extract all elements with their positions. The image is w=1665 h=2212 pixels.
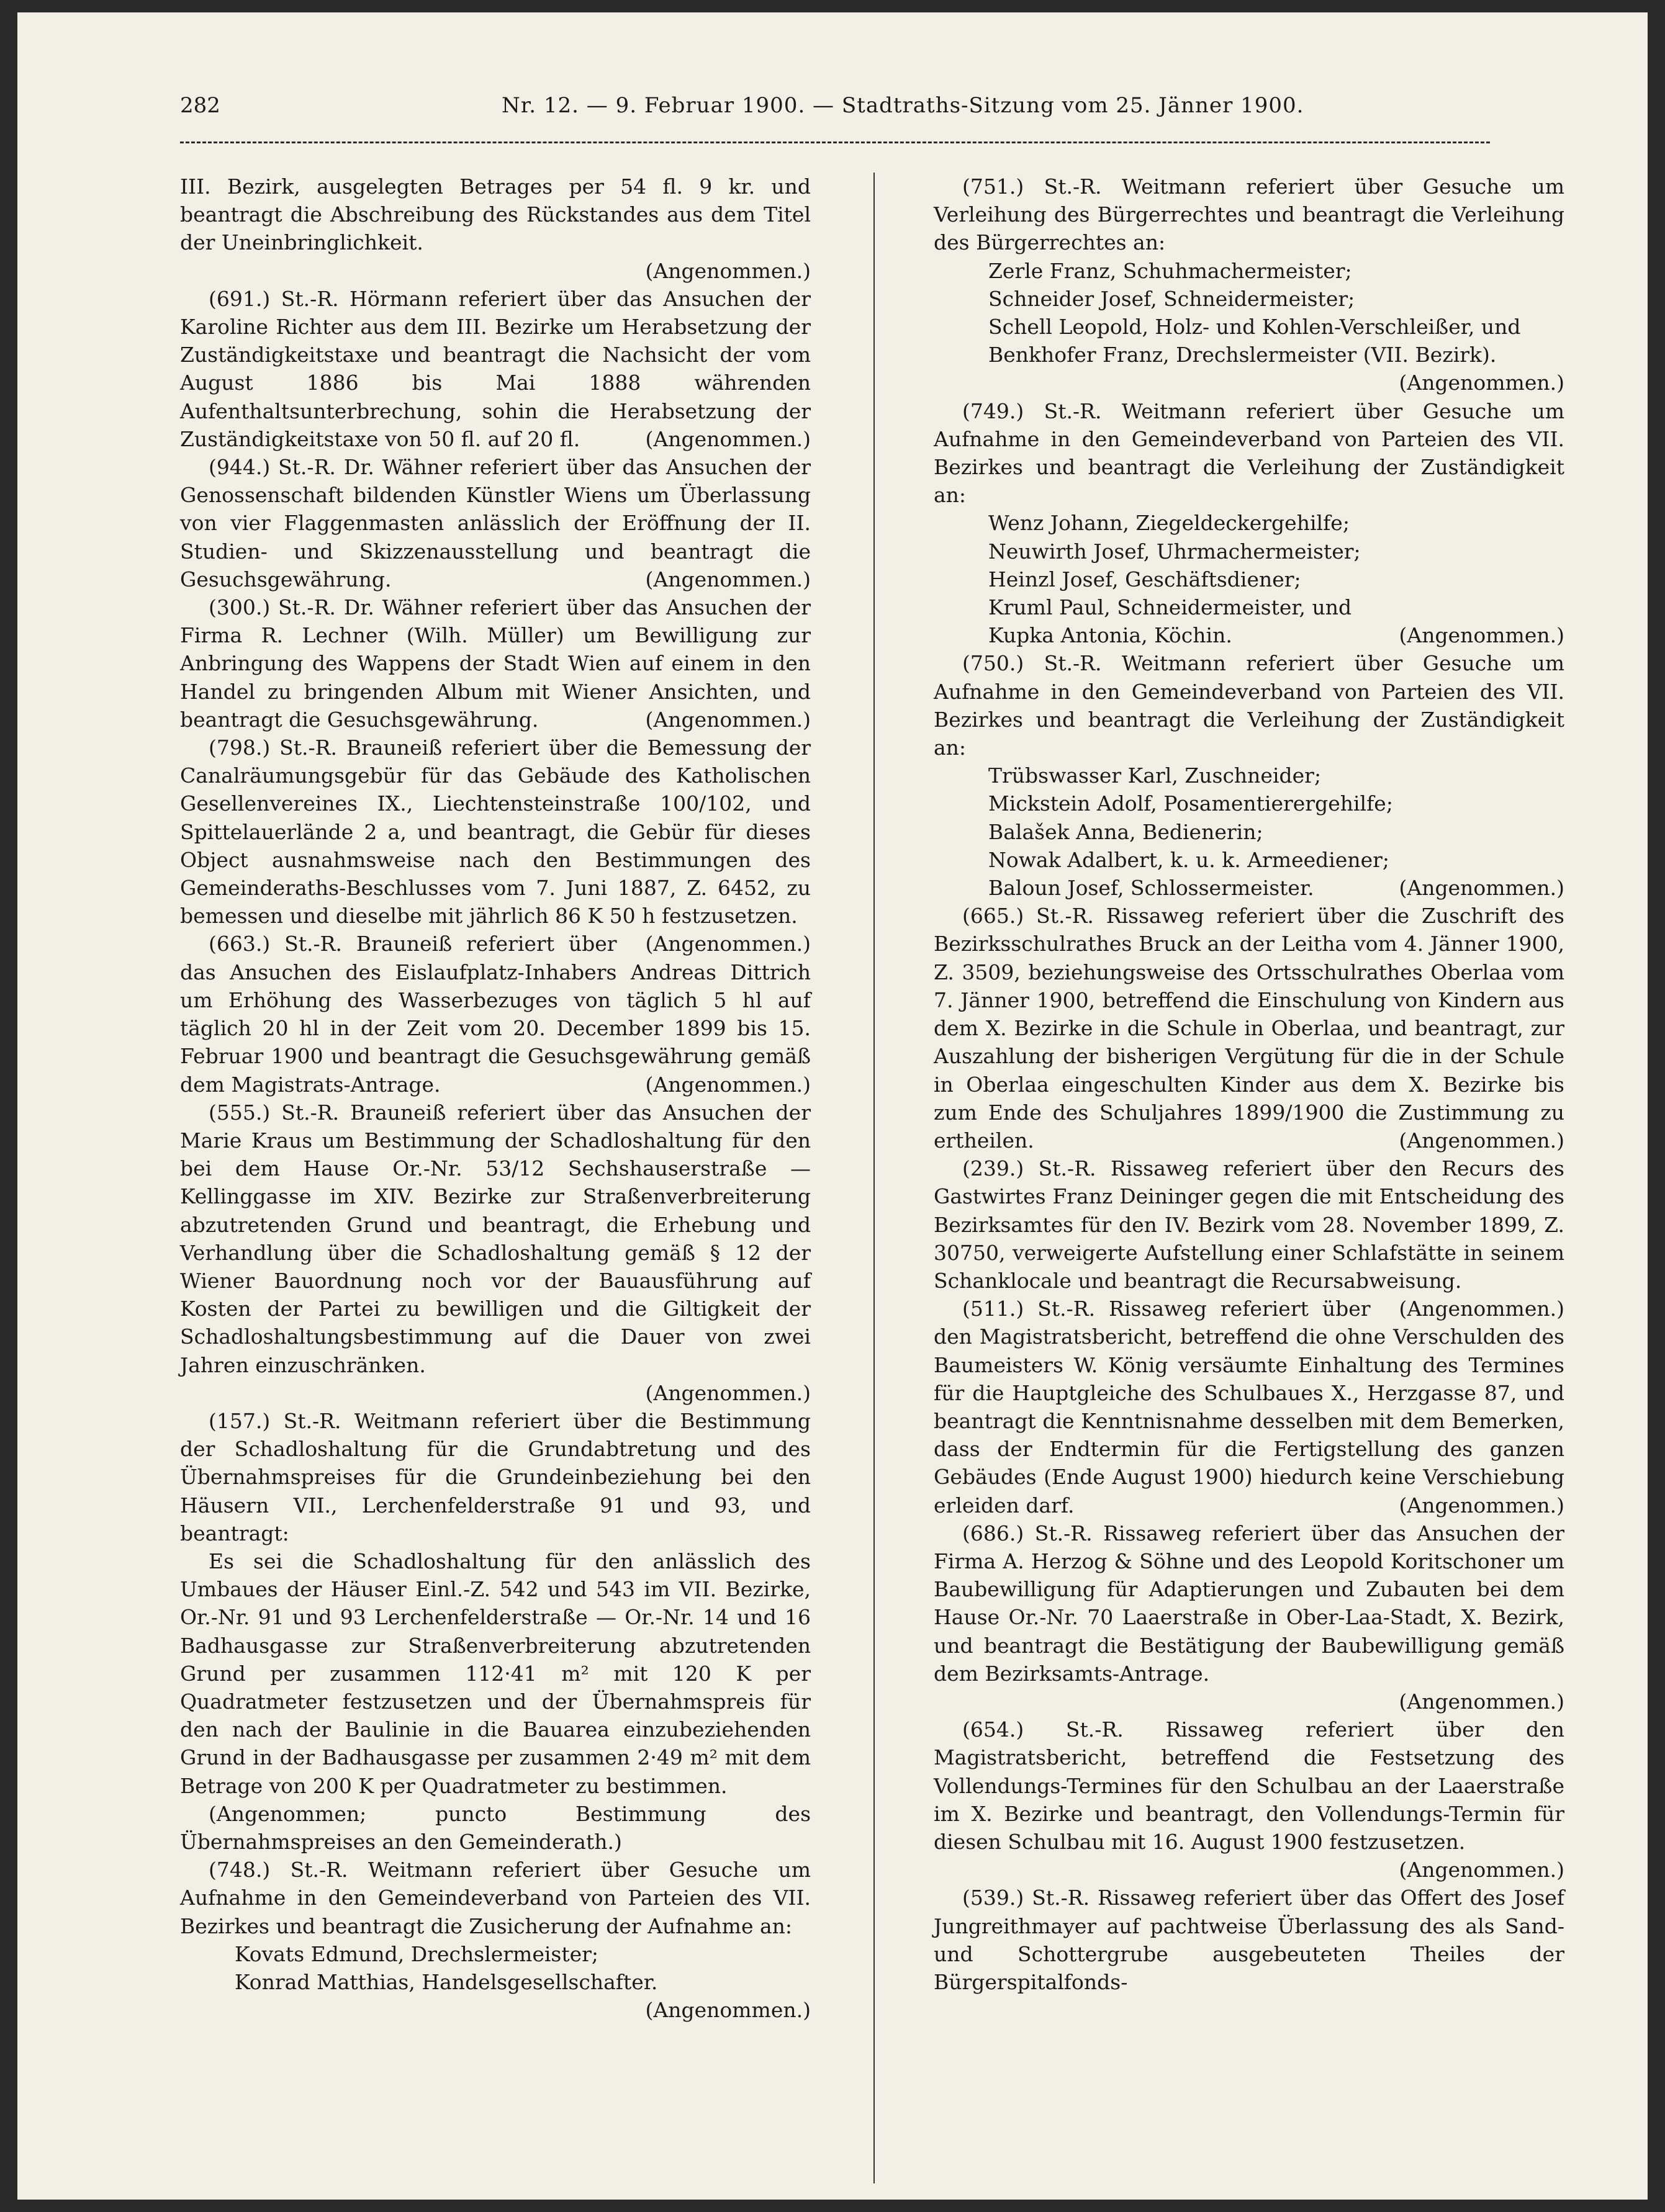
- acceptance-note: [180, 257, 811, 285]
- paragraph-text: (157.) St.-R. Weitmann referiert über die Bestimmung der Schadloshaltung für die Grundabtretung und des Übernahmspreises für die Grundeinbeziehung bei den Häusern VII., Lerchenfelderstraße 91 und 93, und beantragt:: [180, 1408, 811, 1545]
- paragraph-text: Trübswasser Karl, Zuschneider;: [988, 763, 1322, 788]
- paragraph: [180, 1856, 811, 1940]
- paragraph-text: Wenz Johann, Ziegeldeckergehilfe;: [988, 511, 1350, 536]
- paragraph-text: (750.) St.-R. Weitmann referiert über Gesuche um Aufnahme in den Gemeindeverband von Parteien des VII. Bezirkes und beantragt die Verleihung der Zuständigkeit an:: [934, 651, 1564, 760]
- paragraph: [180, 734, 811, 956]
- paragraph-text: Kovats Edmund, Drechslermeister;: [235, 1941, 599, 1966]
- paragraph: [180, 453, 811, 593]
- column-divider: [873, 173, 875, 2183]
- paragraph: [934, 1884, 1564, 1996]
- header-rule: [180, 142, 1490, 143]
- paragraph: [934, 1295, 1564, 1519]
- list-item: [934, 874, 1564, 902]
- paragraph-text: Heinzl Josef, Geschäftsdiener;: [988, 567, 1301, 591]
- acceptance-note: (Angenommen.): [1399, 1128, 1564, 1153]
- paragraph-text: (Angenommen.): [645, 258, 811, 283]
- paragraph-text: III. Bezirk, ausgelegten Betrages per 54 fl. 9 kr. und beantragt die Abschreibung des Rückstandes aus dem Titel der Uneinbringlichkeit.: [180, 174, 811, 255]
- paragraph: [180, 1547, 811, 1800]
- acceptance-note: (Angenommen.): [645, 1998, 811, 2023]
- paragraph: [934, 1715, 1564, 1856]
- paragraph-text: Benkhofer Franz, Drechslermeister (VII. Bezirk).: [988, 343, 1497, 367]
- paragraph-text: (555.) St.-R. Brauneiß referiert über das Ansuchen der Marie Kraus um Bestimmung der Schadloshaltung für den bei dem Hause Or.-Nr. 53/12 Sechshauserstraße — Kellinggasse im XIV. Bezirke zur Straßenverbreiterung abzutretenden Grund und beantragt, die Erhebung und Verhandlung über die Schadloshaltung gemäß § 12 der Wiener Bauordnung noch vor der Bauausführung auf Kosten der Partei zu bewilligen und die Giltigkeit der Schadloshaltungsbestimmung auf die Dauer von zwei Jahren einzuschränken.: [180, 1100, 811, 1377]
- paragraph-text: (Angenommen.): [1399, 371, 1564, 395]
- list-item: [934, 762, 1564, 789]
- paragraph-text: (944.) St.-R. Dr. Wähner referiert über das Ansuchen der Genossenschaft bildenden Künstler Wiens um Überlassung von vier Flaggenmasten anlässlich der Eröffnung der II. Studien- und Skizzenausstellung und beantragt die Gesuchsgewährung.: [180, 455, 811, 591]
- list-item: [934, 846, 1564, 874]
- acceptance-note: (Angenommen.): [645, 426, 811, 451]
- paragraph-text: Zerle Franz, Schuhmachermeister;: [988, 258, 1352, 283]
- paragraph-text: (Angenommen; puncto Bestimmung des Übernahmspreises an den Gemeinderath.): [180, 1801, 811, 1854]
- paragraph-text: (665.) St.-R. Rissaweg referiert über die Zuschrift des Bezirksschulrathes Bruck an der Leitha vom 4. Jänner 1900, Z. 3509, beziehungsweise des Ortsschulrathes Oberlaa vom 7. Jänner 1900, betreffend die Einschulung von Kindern aus dem X. Bezirke in die Schule in Oberlaa, und beantragt, zur Auszahlung der bisherigen Vergütung für die in der Schule in Oberlaa eingeschulten Kinder aus dem X. Bezirke bis zum Ende des Schuljahres 1899/1900 die Zustimmung zu ertheilen.: [934, 904, 1564, 1153]
- acceptance-note: (Angenommen.): [645, 707, 811, 732]
- paragraph-text: (749.) St.-R. Weitmann referiert über Gesuche um Aufnahme in den Gemeindeverband von Parteien des VII. Bezirkes und beantragt die Verleihung der Zuständigkeit an:: [934, 398, 1564, 508]
- running-head: Nr. 12. — 9. Februar 1900. — Stadtraths-Sitzung vom 25. Jänner 1900.: [502, 93, 1304, 118]
- list-item: [934, 509, 1564, 537]
- paragraph: [934, 397, 1564, 510]
- list-item: [180, 1968, 811, 2023]
- list-item: [934, 621, 1564, 649]
- paragraph-text: Es sei die Schadloshaltung für den anlässlich des Umbaues der Häuser Einl.-Z. 542 und 543 im VII. Bezirke, Or.-Nr. 91 und 93 Lerchenfelderstraße — Or.-Nr. 14 und 16 Badhausgasse zur Straßenverbreiterung abzutretenden Grund per zusammen 112·41 m² mit 120 K per Quadratmeter festzusetzen und der Übernahmspreis für den nach der Baulinie in die Bauarea einzubeziehenden Grund in der Badhausgasse per zusammen 2·49 m² mit dem Betrage von 200 K per Quadratmeter zu bestimmen.: [180, 1549, 811, 1798]
- paragraph: [180, 593, 811, 734]
- paragraph: [180, 1099, 811, 1379]
- list-item: [934, 285, 1564, 313]
- paragraph-text: (751.) St.-R. Weitmann referiert über Gesuche um Verleihung des Bürgerrechtes und beantragt die Verleihung des Bürgerrechtes an:: [934, 174, 1564, 255]
- paragraph-text: Baloun Josef, Schlossermeister.: [988, 876, 1314, 901]
- paragraph-text: (691.) St.-R. Hörmann referiert über das Ansuchen der Karoline Richter aus dem III. Bezirke um Herabsetzung der Zuständigkeitstaxe und beantragt die Nachsicht der vom August 1886 bis Mai 1888 währenden Aufenthaltsunterbrechung, sohin die Herabsetzung der Zuständigkeitstaxe von 50 fl. auf 20 fl.: [180, 286, 811, 451]
- paragraph: [180, 173, 811, 257]
- acceptance-note: (Angenommen.): [1399, 876, 1564, 901]
- list-item: [934, 565, 1564, 593]
- list-item: [934, 257, 1564, 285]
- paragraph-text: (654.) St.-R. Rissaweg referiert über den Magistratsbericht, betreffend die Festsetzung des Vollendungs-Termines für den Schulbau an der Laaerstraße im X. Bezirke und beantragt, den Vollendungs-Termin für diesen Schulbau mit 16. August 1900 festzusetzen.: [934, 1717, 1564, 1854]
- left-column: [180, 173, 811, 2024]
- list-item: [934, 537, 1564, 565]
- paragraph-text: (239.) St.-R. Rissaweg referiert über den Recurs des Gastwirtes Franz Deininger gegen die mit Entscheidung des Bezirksamtes für den IV. Bezirk vom 28. November 1899, Z. 30750, verweigerte Aufstellung einer Schlafstätte in seinem Schanklocale und beantragt die Recursabweisung.: [934, 1156, 1564, 1293]
- acceptance-note: (Angenommen.): [645, 1072, 811, 1097]
- paragraph-text: (Angenommen.): [645, 1380, 811, 1405]
- paragraph-text: Konrad Matthias, Handelsgesellschafter.: [235, 1970, 658, 1994]
- paragraph-text: (748.) St.-R. Weitmann referiert über Gesuche um Aufnahme in den Gemeindeverband von Parteien des VII. Bezirkes und beantragt die Zusicherung der Aufnahme an:: [180, 1858, 811, 1938]
- paragraph-text: (798.) St.-R. Brauneiß referiert über die Bemessung der Canalräumungsgebür für das Gebäude des Katholischen Gesellenvereines IX., Liechtensteinstraße 100/102, und Spittelauerlände 2 a, und beantragt, die Gebür für dieses Object ausnahmsweise nach den Bestimmungen des Gemeinderaths-Beschlusses vom 7. Juni 1887, Z. 6452, zu bemessen und dieselbe mit jährlich 86 K 50 h festzusetzen.: [180, 735, 811, 928]
- paragraph-text: Mickstein Adolf, Posamentierergehilfe;: [988, 791, 1393, 816]
- paragraph: [934, 649, 1564, 762]
- page-number: 282: [180, 93, 220, 118]
- paragraph-text: Balašek Anna, Bedienerin;: [988, 819, 1263, 844]
- paragraph: [180, 285, 811, 453]
- newspaper-page: [17, 12, 1648, 2200]
- list-item: [934, 313, 1564, 341]
- acceptance-note: [934, 1688, 1564, 1715]
- page-header: [17, 12, 1648, 130]
- paragraph: [180, 1800, 811, 1856]
- paragraph-text: Schell Leopold, Holz- und Kohlen-Verschleißer, und: [988, 315, 1521, 339]
- paragraph: [934, 1154, 1564, 1321]
- paragraph: [934, 173, 1564, 257]
- right-column: [934, 173, 1564, 1996]
- paragraph: [934, 1519, 1564, 1688]
- paragraph-text: Kruml Paul, Schneidermeister, und: [988, 595, 1352, 620]
- paragraph-text: (Angenommen.): [1399, 1689, 1564, 1714]
- paragraph-text: (539.) St.-R. Rissaweg referiert über das Offert des Josef Jungreithmayer auf pachtweise Überlassung des als Sand- und Schottergrube ausgebeuteten Theiles der Bürgerspitalfonds-: [934, 1886, 1564, 1994]
- paragraph: [180, 1407, 811, 1547]
- acceptance-note: [934, 369, 1564, 397]
- paragraph-text: (663.) St.-R. Brauneiß referiert über das Ansuchen des Eislaufplatz-Inhabers Andreas Dittrich um Erhöhung des Wasserbezuges von täglich 5 hl auf täglich 20 hl in der Zeit vom 20. December 1899 bis 15. Februar 1900 und beantragt die Gesuchsgewährung gemäß dem Magistrats-Antrage.: [180, 932, 811, 1097]
- paragraph-text: (511.) St.-R. Rissaweg referiert über den Magistratsbericht, betreffend die ohne Verschulden des Baumeisters W. König versäumte Einhaltung des Termines für die Hauptgleiche des Schulbaues X., Herzgasse 87, und beantragt die Kenntnisnahme desselben mit dem Bemerken, dass der Endtermin für die Fertigstellung des ganzen Gebäudes (Ende August 1900) hiedurch keine Verschiebung erleiden darf.: [934, 1297, 1564, 1517]
- acceptance-note: (Angenommen.): [645, 932, 811, 956]
- list-item: [934, 789, 1564, 817]
- acceptance-note: [180, 1379, 811, 1407]
- paragraph-text: (Angenommen.): [1399, 1858, 1564, 1882]
- list-item: [934, 818, 1564, 846]
- paragraph-text: Nowak Adalbert, k. u. k. Armeediener;: [988, 847, 1390, 872]
- acceptance-note: [934, 1856, 1564, 1884]
- paragraph-text: Kupka Antonia, Köchin.: [988, 623, 1232, 648]
- acceptance-note: (Angenommen.): [645, 567, 811, 591]
- paragraph-text: (686.) St.-R. Rissaweg referiert über das Ansuchen der Firma A. Herzog & Söhne und des Leopold Koritschoner um Baubewilligung für Adaptierungen und Zubauten bei dem Hause Or.-Nr. 70 Laaerstraße in Ober-Laa-Stadt, X. Bezirk, und beantragt die Bestätigung der Baubewilligung gemäß dem Bezirksamts-Antrage.: [934, 1521, 1564, 1686]
- list-item: [934, 341, 1564, 369]
- paragraph-text: Neuwirth Josef, Uhrmachermeister;: [988, 539, 1361, 564]
- list-item: [934, 593, 1564, 621]
- paragraph-text: (300.) St.-R. Dr. Wähner referiert über das Ansuchen der Firma R. Lechner (Wilh. Müller) um Bewilligung zur Anbringung des Wappens der Stadt Wien auf einem in den Handel zu bringenden Album mit Wiener Ansichten, und beantragt die Gesuchsgewährung.: [180, 595, 811, 732]
- acceptance-note: (Angenommen.): [1399, 623, 1564, 648]
- list-item: [180, 1940, 811, 1968]
- paragraph-text: Schneider Josef, Schneidermeister;: [988, 286, 1355, 311]
- acceptance-note: (Angenommen.): [1399, 1493, 1564, 1517]
- acceptance-note: (Angenommen.): [1399, 1297, 1564, 1321]
- paragraph: [934, 902, 1564, 1154]
